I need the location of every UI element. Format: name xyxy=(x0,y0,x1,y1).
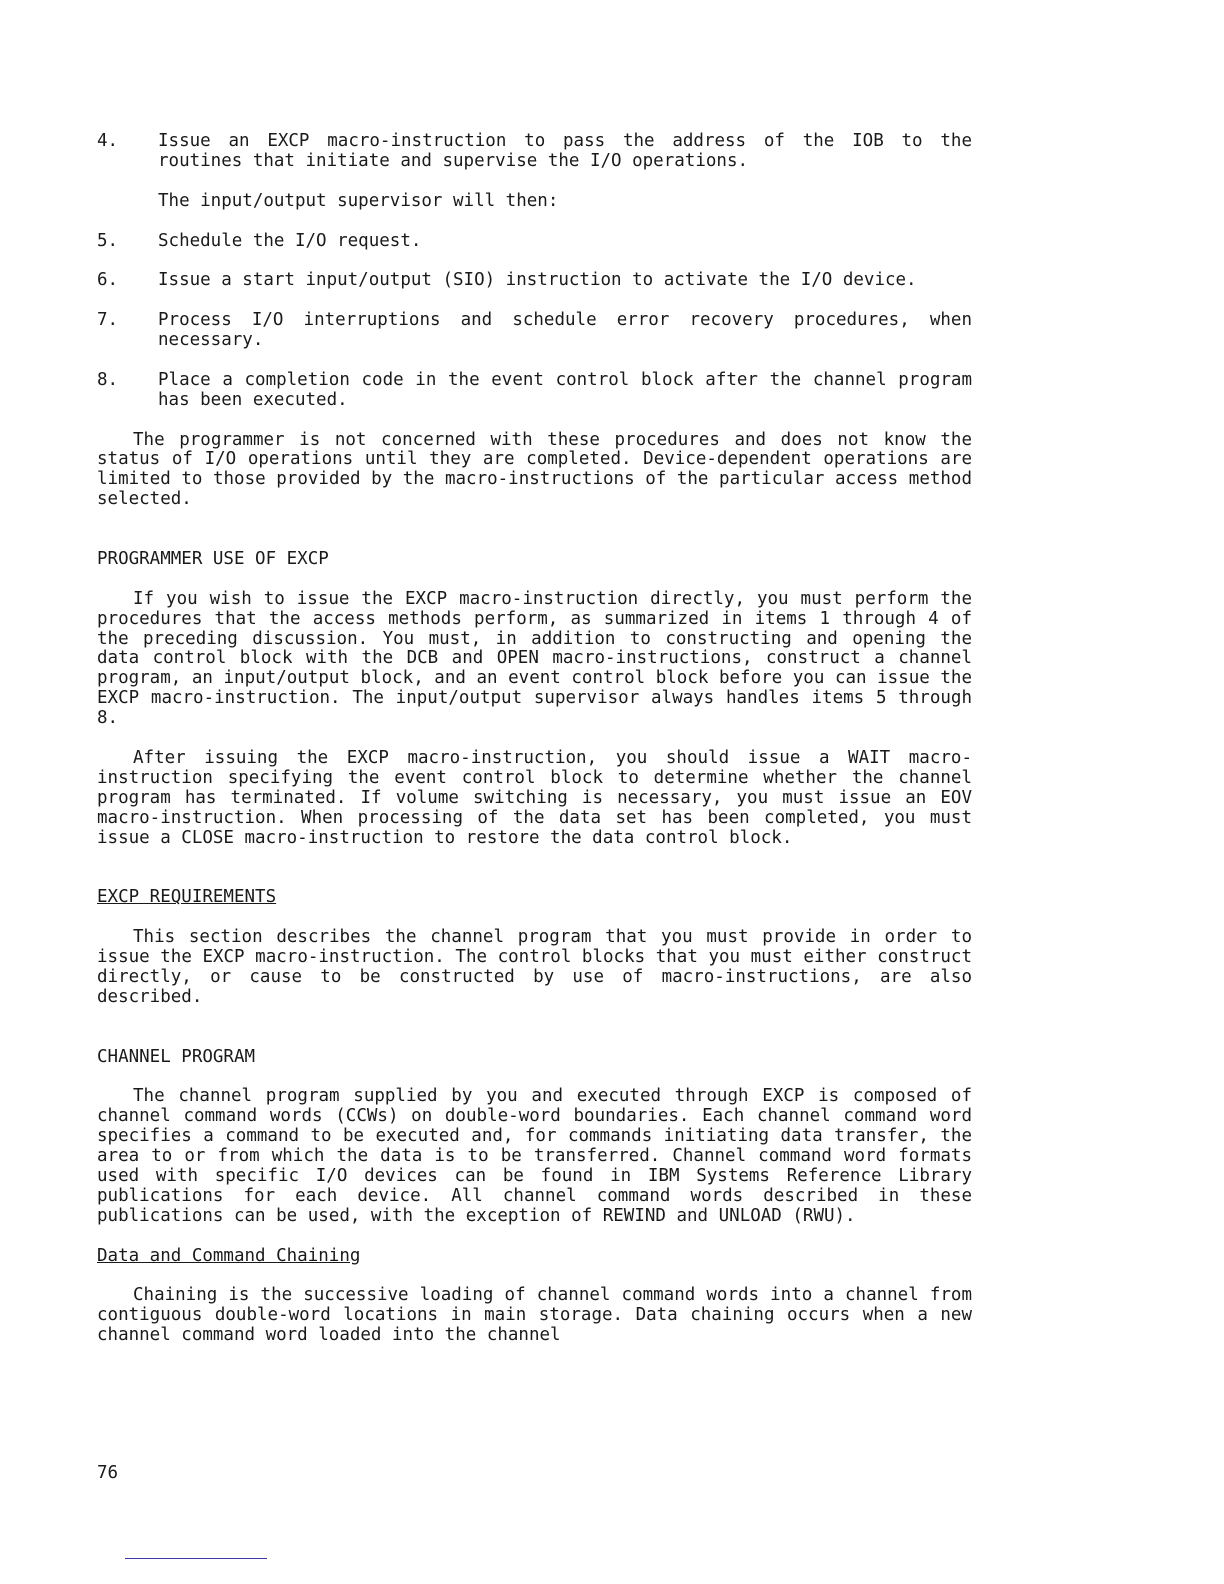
subsection-heading-data-chaining: Data and Command Chaining xyxy=(97,1245,361,1266)
list-item-step-5 xyxy=(97,232,972,252)
list-item-step-7 xyxy=(97,311,972,351)
paragraph-programmer-concern: The programmer is not concerned with these procedures and does not know the status of I/O operations until they are completed. Device-dependent operations are limited to those provided by the macro-instructions of the particular access method selected. xyxy=(97,429,972,510)
page-number: 76 xyxy=(97,1463,119,1483)
step-text: Issue an EXCP macro-instruction to pass the address of the IOB to the routines that initiate and supervise the I/O operations. xyxy=(158,131,972,171)
footer-rule xyxy=(125,1558,267,1559)
step-number: 4. xyxy=(97,131,119,151)
paragraph-programmer-use-1: If you wish to issue the EXCP macro-instruction directly, you must perform the procedures that the access methods perform, as summarized in items 1 through 4 of the preceding discussion. You must, in addition to constructing and opening the data control block with the DCB and OPEN macro-instructions, construct a channel program, an input/output block, and an event control block before you can issue the EXCP macro-instruction. The input/output supervisor always handles items 5 through 8. xyxy=(97,588,972,729)
supervisor-intro-row xyxy=(97,192,972,212)
step-text: Schedule the I/O request. xyxy=(158,230,422,251)
paragraph-data-chaining: Chaining is the successive loading of channel command words into a channel from contiguous double-word locations in main storage. Data chaining occurs when a new channel command word loaded into the channel xyxy=(97,1285,972,1346)
step-number: 7. xyxy=(97,310,119,331)
paragraph-excp-requirements: This section describes the channel program that you must provide in order to issue the EXCP macro-instruction. The control blocks that you must either construct directly, or cause to be constructed by use of macro-instructions, are also described. xyxy=(97,927,972,1007)
step-number: 8. xyxy=(97,369,119,390)
step-text: Issue a start input/output (SIO) instruction to activate the I/O device. xyxy=(158,270,917,291)
list-item-step-8 xyxy=(97,371,972,411)
list-item-step-6 xyxy=(97,271,972,291)
step-text: Place a completion code in the event control block after the channel program has been executed. xyxy=(158,369,972,410)
step-text: Process I/O interruptions and schedule error recovery procedures, when necessary. xyxy=(158,310,972,350)
page-body xyxy=(97,132,972,1346)
step-number: 5. xyxy=(97,230,119,251)
step-number: 6. xyxy=(97,270,119,291)
supervisor-intro: The input/output supervisor will then: xyxy=(158,190,559,211)
section-heading-channel-program: CHANNEL PROGRAM xyxy=(97,1046,256,1067)
list-item-step-4 xyxy=(97,132,972,172)
paragraph-programmer-use-2: After issuing the EXCP macro-instruction, you should issue a WAIT macro-instruction specifying the event control block to determine whether the channel program has terminated. If volume switching is necessary, you must issue an EOV macro-instruction. When processing of the data set has been completed, you must issue a CLOSE macro-instruction to restore the data control block. xyxy=(97,747,972,848)
paragraph-channel-program: The channel program supplied by you and executed through EXCP is composed of channel command words (CCWs) on double-word boundaries. Each channel command word specifies a command to be executed and, for commands initiating data transfer, the area to or from which the data is to be transferred. Channel command word formats used with specific I/O devices can be found in IBM Systems Reference Library publications for each device. All channel command words described in these publications can be used, with the exception of REWIND and UNLOAD (RWU). xyxy=(97,1086,972,1226)
section-heading-programmer-use: PROGRAMMER USE OF EXCP xyxy=(97,548,329,569)
section-heading-excp-requirements: EXCP REQUIREMENTS xyxy=(97,887,277,908)
